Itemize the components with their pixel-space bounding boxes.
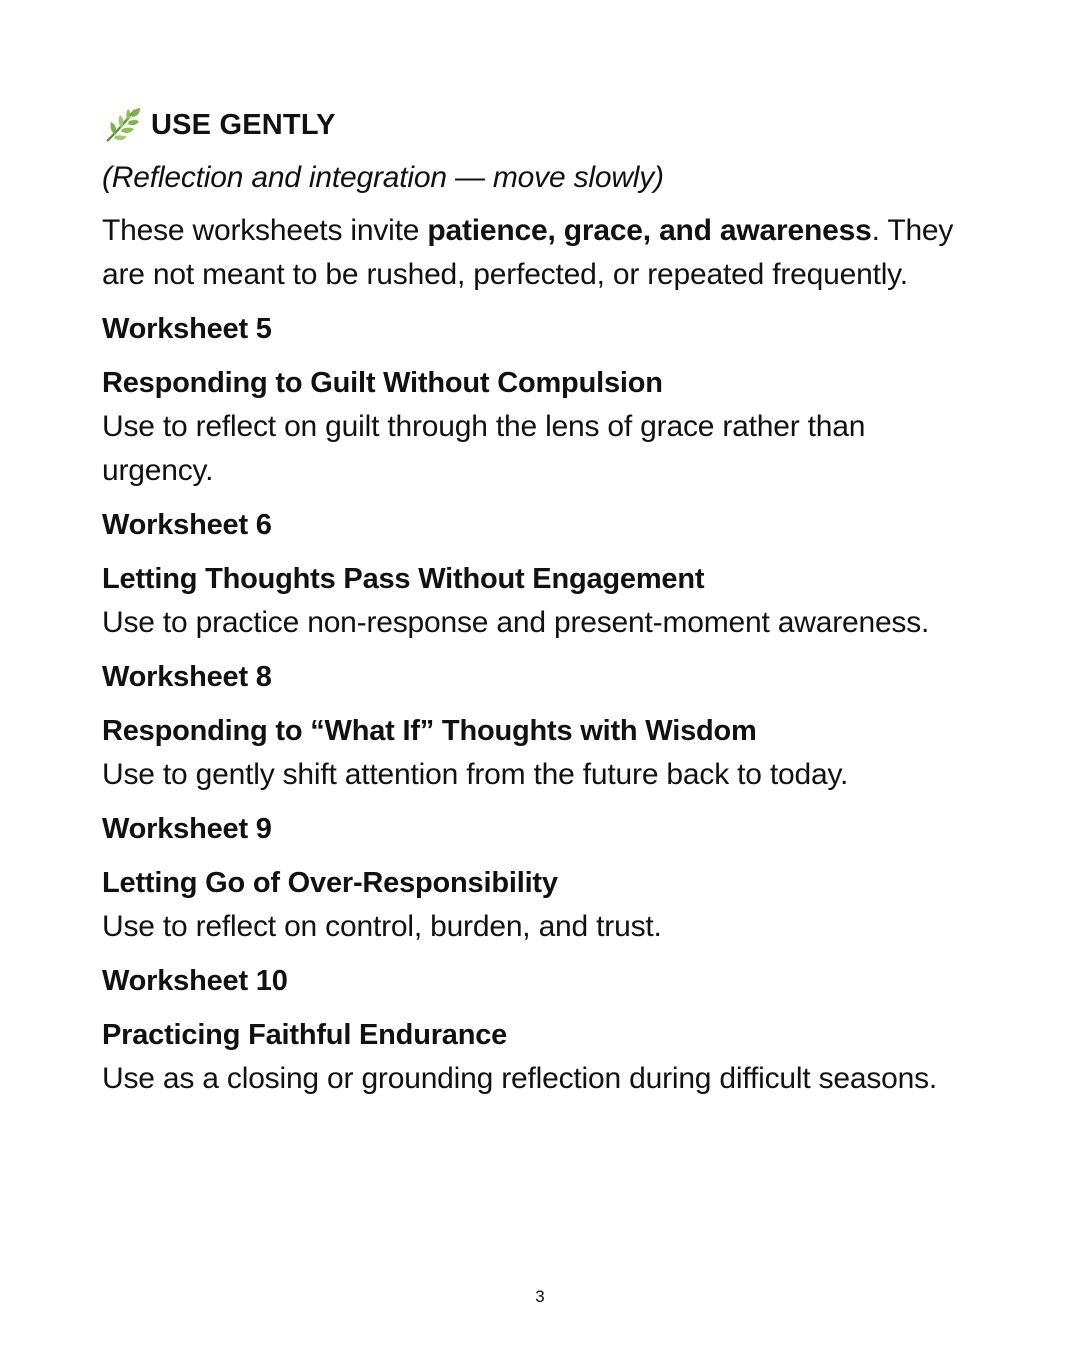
intro-text-end: . They are not meant to be rushed, perfected, or repeated frequently. [102, 214, 954, 291]
page-number: 3 [535, 1287, 545, 1306]
worksheet-title: Practicing Faithful Endurance [102, 1019, 508, 1051]
worksheet-description: Use to practice non-response and present-moment awareness. [102, 606, 930, 639]
section-heading [102, 100, 962, 150]
worksheet-description: Use to reflect on control, burden, and trust. [102, 910, 662, 943]
worksheet-number: Worksheet 9 [102, 813, 272, 845]
section-title: USE GENTLY [151, 108, 336, 141]
document-page [102, 100, 962, 1111]
worksheet-number: Worksheet 5 [102, 313, 272, 345]
worksheet-number: Worksheet 6 [102, 509, 272, 541]
worksheet-description: Use as a closing or grounding reflection during difficult seasons. [102, 1062, 938, 1095]
herb-leaf-icon [102, 105, 142, 145]
worksheet-title: Responding to “What If” Thoughts with Wisdom [102, 715, 757, 747]
intro-emphasis: patience, grace, and awareness [427, 214, 872, 247]
worksheet-number: Worksheet 10 [102, 965, 288, 997]
worksheet-entry [102, 307, 962, 493]
worksheet-entry [102, 503, 962, 645]
worksheet-title: Letting Go of Over-Responsibility [102, 867, 558, 899]
worksheet-entry [102, 959, 962, 1101]
worksheet-description: Use to reflect on guilt through the lens of grace rather than urgency. [102, 410, 866, 487]
worksheet-title: Responding to Guilt Without Compulsion [102, 367, 663, 399]
intro-paragraph [102, 209, 962, 297]
worksheet-description: Use to gently shift attention from the future back to today. [102, 758, 849, 791]
intro-text-start: These worksheets invite [102, 214, 428, 247]
worksheet-entry [102, 655, 962, 797]
worksheet-list [102, 307, 962, 1101]
worksheet-number: Worksheet 8 [102, 661, 272, 693]
section-subtitle: (Reflection and integration — move slowly) [102, 161, 664, 194]
worksheet-entry [102, 807, 962, 949]
worksheet-title: Letting Thoughts Pass Without Engagement [102, 563, 705, 595]
